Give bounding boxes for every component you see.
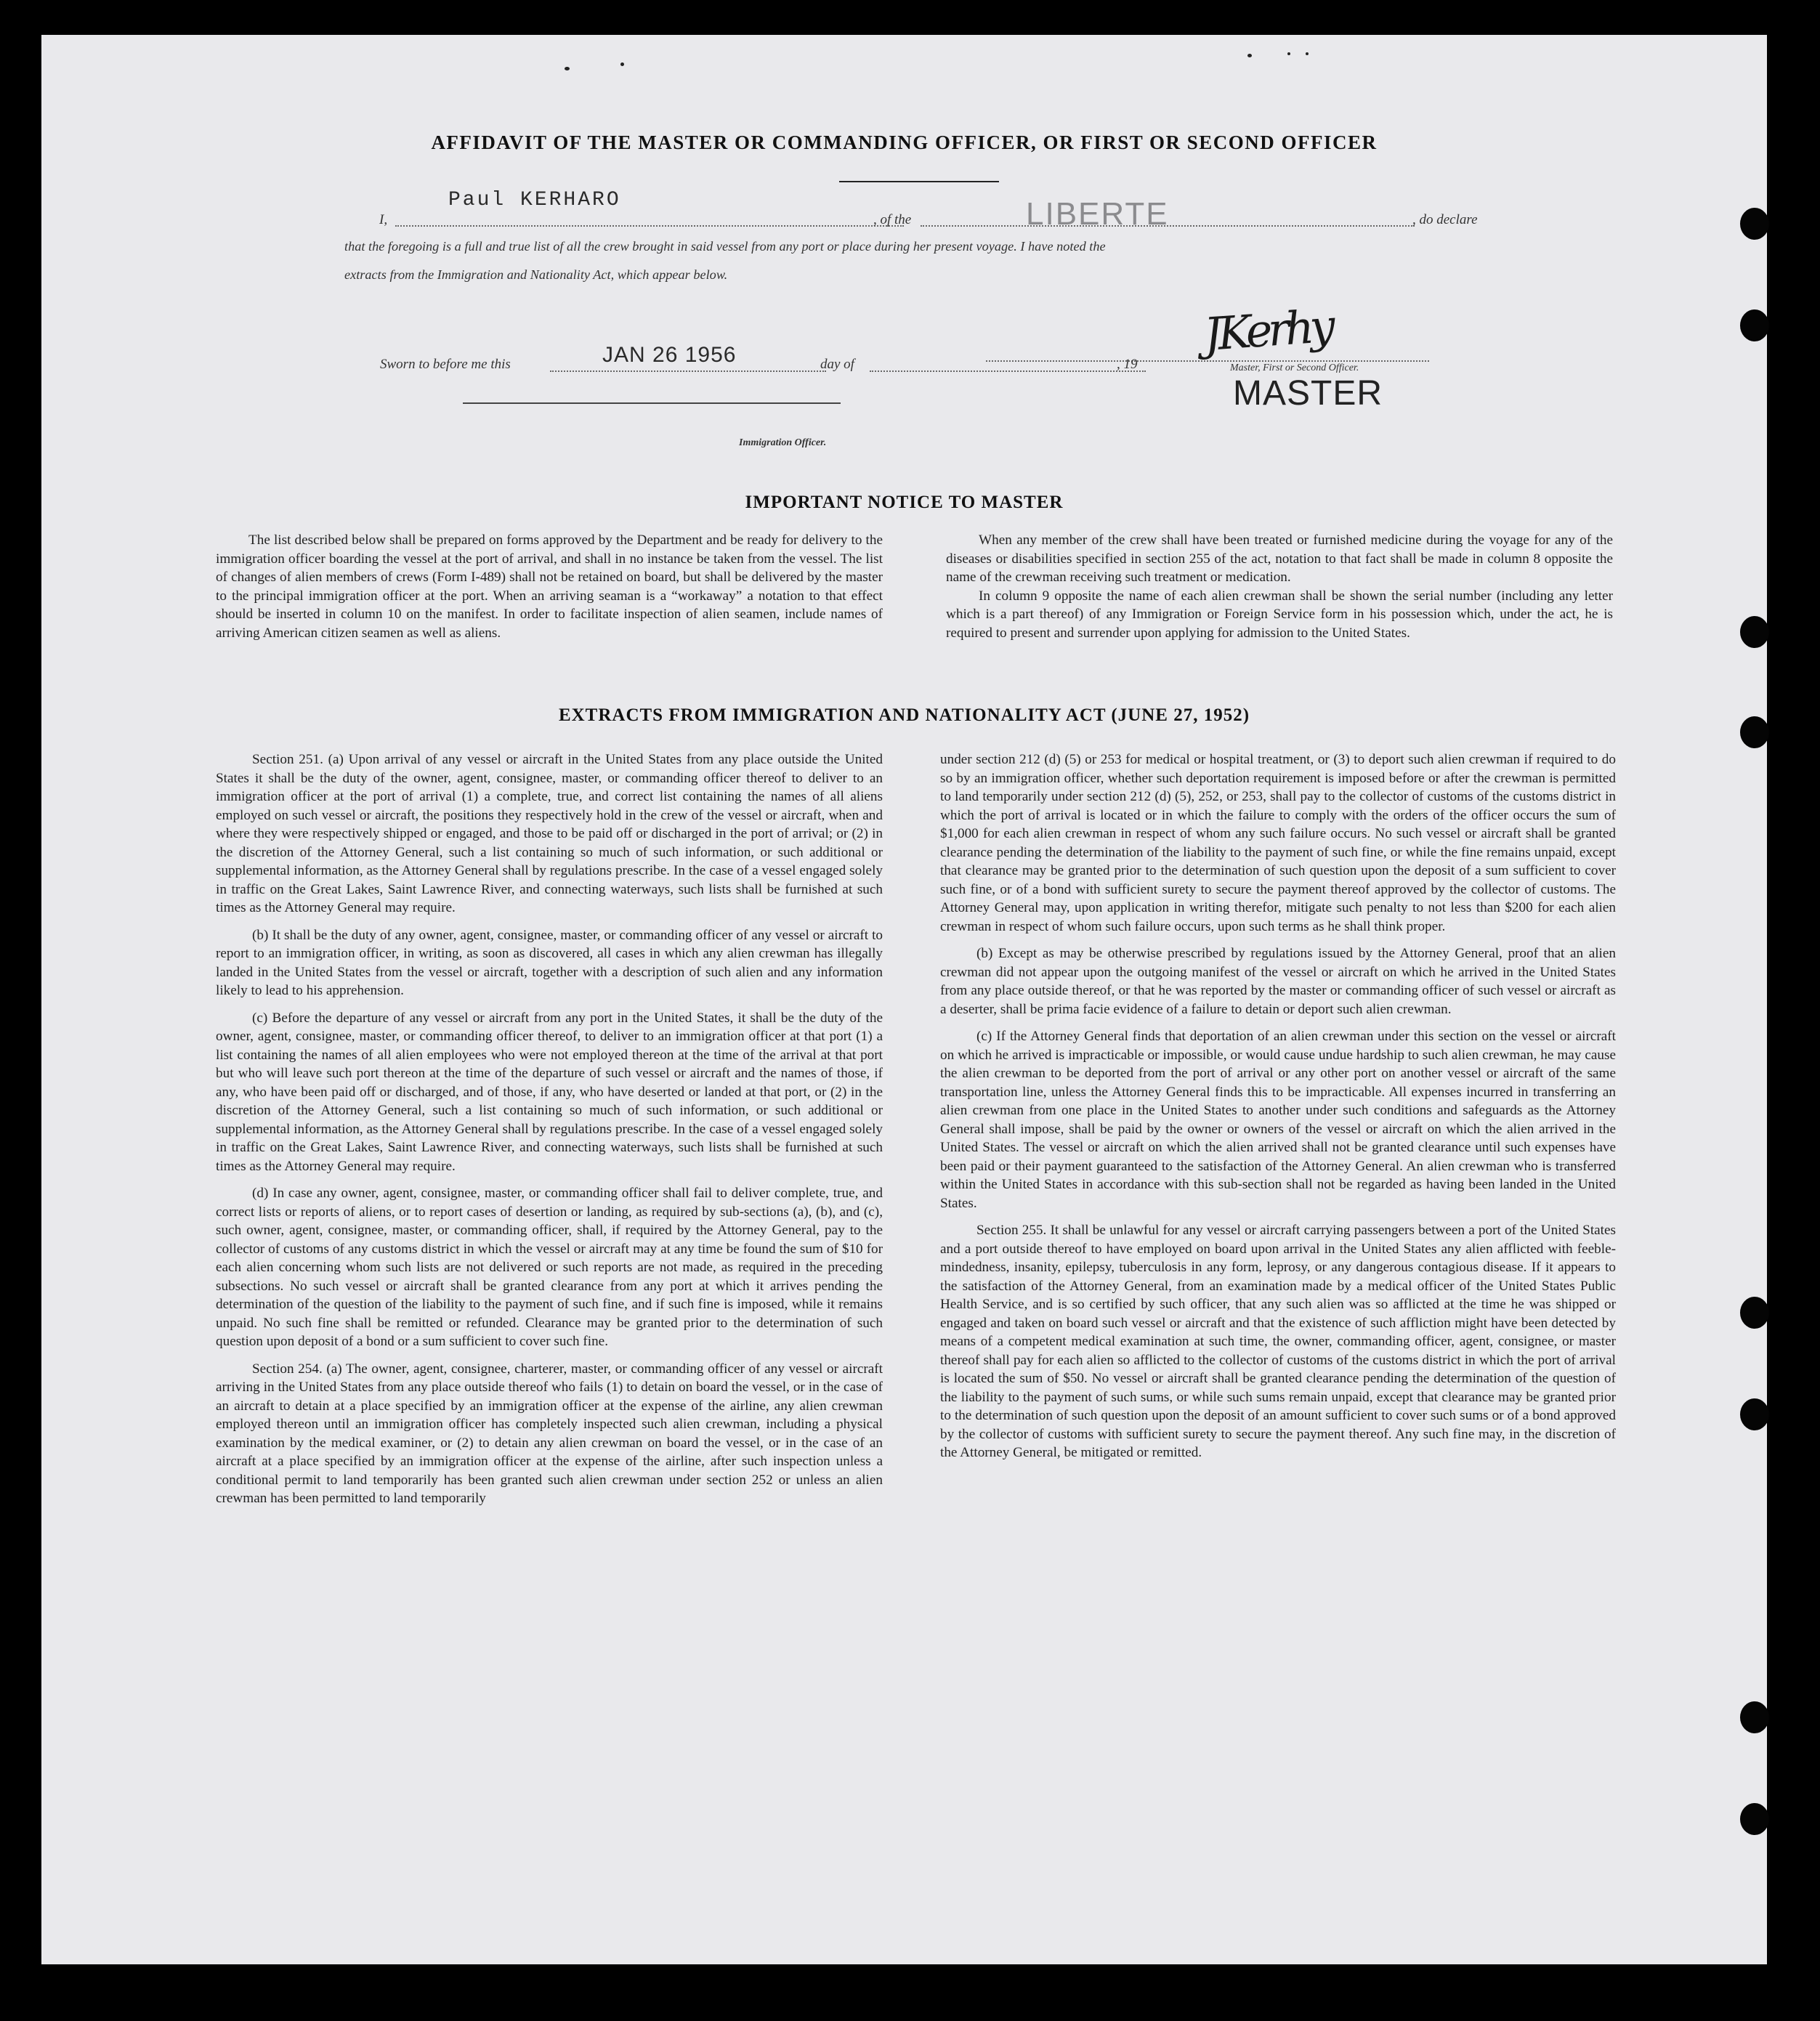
sworn-date: JAN 26 1956 (602, 343, 737, 367)
binder-hole (1740, 1297, 1769, 1329)
notice-left-column (216, 531, 883, 642)
day-of-label: day of (820, 357, 854, 372)
binder-hole (1740, 309, 1769, 341)
extract-paragraph: Section 255. It shall be unlawful for any vessel or aircraft carrying passengers between a port of the United States and a port outside thereof to have employed on board upon arrival in the United States any alien afflicted with feeble-mindedness, insanity, epilepsy, tuberculosis in any form, leprosy, or any dangerous contagious disease. If it appears to the satisfaction of the Attorney General, from an examination made by a medical officer of the United States Public Health Service, and is so certified by such officer, that any such alien was so afflicted at the time he was shipped or engaged and taken on board such vessel or aircraft and that the existence of such affliction might have been detected by means of a competent medical examination at such time, the owner, commanding officer, agent, consignee, or master thereof shall pay for each alien so afflicted to the collector of customs of the customs district in which the port of arrival is located the sum of $50. No vessel or aircraft shall be granted clearance pending the determination of the question of the liability to the payment of such sums, or while such sums remain unpaid, except that clearance may be granted prior to the determination of such question upon the deposit of an amount sufficient to cover such sums or of a bond approved by the collector of customs with sufficient surety to secure the payment thereof. Any such fine may, in the discretion of the Attorney General, be mitigated or remitted. (940, 1223, 1616, 1460)
scan-speck (1287, 52, 1290, 55)
extract-paragraph: (d) In case any owner, agent, consignee, master, or commanding officer shall fail to deliver complete, true, and correct lists or reports of aliens, or to report cases of desertion or landing, as required by sub-sections (a), (b), and (c), such owner, agent, consignee, master, or commanding officer, shall, if required by the Attorney General, pay to the collector of customs of any customs district in which the vessel or aircraft may at any time be found the sum of $10 for each alien concerning whom such lists are not delivered or such reports are not made, as required in the preceding subsections. No such vessel or aircraft shall be granted clearance from any port at which it arrives pending the determination of the question of the liability to the payment of such fine, and if such fine is imposed, while it remains unpaid. No such fine shall be remitted or refunded. Clearance may be granted prior to the determination of such question upon deposit of a bond or a sum sufficient to cover such fine. (216, 1186, 883, 1349)
notice-right-paragraph-2: In column 9 opposite the name of each alien crewman shall be shown the serial number (including any letter which is a part thereof) of any Immigration or Foreign Service form in his possession which, under the act, he is required to present and surrender upon applying for admission to the United States. (946, 588, 1613, 641)
binder-hole (1740, 616, 1769, 648)
do-declare-label: , do declare (1412, 212, 1478, 227)
scan-speck (1247, 54, 1252, 57)
scan-speck (565, 67, 570, 70)
vessel-line (921, 225, 1415, 227)
extract-paragraph: under section 212 (d) (5) or 253 for medical or hospital treatment, or (3) to deport such alien crewman if required to do so by an immigration officer, whether such deportation requirement is imposed before or after the crewman is permitted to land temporarily under section 212 (d) (5), 252, or 253, shall pay to the collector of customs of the customs district in which the port of arrival is located or in which the failure to comply with the orders of the officer occurs the sum of $1,000 for each alien crewman in respect of whom any such failure occurs. No such vessel or aircraft shall be granted clearance pending the determination of the liability to the payment of such fine, or while the fine remains unpaid, except that clearance may be granted prior to the determination of such question upon the deposit of a sum sufficient to cover such fine, or of a bond with sufficient surety to secure the payment thereof approved by the collector of customs. The Attorney General may, upon application in writing therefor, mitigate such penalty to not less than $200 for each alien crewman in respect of whom such failure occurs, upon such terms as he shall think proper. (940, 752, 1616, 934)
extract-paragraph: (b) It shall be the duty of any owner, agent, consignee, master, or commanding officer of any vessel or aircraft to report to an immigration officer, in writing, as soon as discovered, all cases in which any alien crewman has illegally landed in the United States from the vessel or aircraft, together with a description of such alien and any information likely to lead to his apprehension. (216, 927, 883, 998)
affidavit-line-3: extracts from the Immigration and Nationality Act, which appear below. (344, 267, 728, 282)
scan-speck (1306, 52, 1309, 55)
notice-left-paragraph: The list described below shall be prepared on forms approved by the Department and be ready for delivery to the immigration officer boarding the vessel at the port of arrival, and shall in no instance be taken from the vessel. The list of changes of alien members of crews (Form I-489) shall not be retained on board, but shall be delivered by the master to the principal immigration officer at the port. When an arriving seaman is a “workaway” a notation to that effect should be inserted in column 10 on the manifest. In order to facilitate inspection of alien seamen, include names of arriving American citizen seamen as well as aliens. (216, 532, 883, 641)
master-stamp: MASTER (1233, 374, 1383, 413)
master-signature: JKerhy (1202, 299, 1333, 362)
extract-paragraph: (b) Except as may be otherwise prescribed by regulations issued by the Attorney General, proof that an alien crewman did not appear upon the outgoing manifest of the vessel or aircraft on which he arrived in the United States from any place outside thereof, or that he was reported by the master or commanding officer of such vessel or aircraft as a deserter, shall be prima facie evidence of a failure to detain or deport such alien crewman. (940, 946, 1616, 1017)
master-name: Paul KERHARO (448, 189, 621, 211)
vessel-name: LIBERTE (1026, 196, 1169, 232)
sworn-date-line (550, 370, 826, 372)
i-label: I, (379, 212, 388, 227)
extract-paragraph: (c) Before the departure of any vessel or aircraft from any port in the United States, it shall be the duty of the owner, agent, consignee, master, or commanding officer thereof, to deliver to an immigration officer at that port (1) a list containing the names of all alien employees who were not employed thereon at the time of the arrival at that port but who will leave such port thereon at the time of the departure of such vessel or aircraft and the names of those, if any, who have been paid off or discharged, and of those, if any, who have deserted or landed at that port, or (2) in the discretion of the Attorney General, such a list containing so much of such information, or such additional or supplemental information, as the Attorney General shall by regulations prescribe. In the case of a vessel engaged solely in traffic on the Great Lakes, Saint Lawrence River, and connecting waterways, such lists shall be furnished at such times as the Attorney General may require. (216, 1010, 883, 1174)
document-page (41, 35, 1767, 1964)
binder-hole (1740, 1398, 1769, 1430)
month-line (870, 370, 1146, 372)
signature-caption: Master, First or Second Officer. (1230, 363, 1359, 373)
name-line (395, 225, 904, 227)
binder-hole (1740, 1803, 1769, 1835)
sworn-label: Sworn to before me this (380, 357, 511, 372)
affidavit-title: AFFIDAVIT OF THE MASTER OR COMMANDING OFFICER, OR FIRST OR SECOND OFFICER (431, 131, 1378, 153)
notice-right-column (946, 531, 1613, 642)
immigration-officer-caption: Immigration Officer. (739, 437, 827, 448)
of-the-label: , of the (873, 212, 912, 227)
extract-paragraph: (c) If the Attorney General finds that deportation of an alien crewman under this section on the vessel or aircraft on which he arrived is impracticable or impossible, or would cause undue hardship to such alien crewman, he may cause the alien crewman to be deported from the port of arrival or any other port on another vessel or aircraft of the same transportation line, unless the Attorney General finds this to be impracticable. All expenses incurred in transferring an alien crewman from one place in the United States to another under such conditions and safeguards as the Attorney General shall impose, shall be paid by the owner or owners of the vessel or aircraft on which the alien arrived in the United States. The vessel or aircraft on which the alien arrived shall not be granted clearance until such expenses have been paid or their payment guaranteed to the satisfaction of the Attorney General. An alien crewman who is transferred within the United States in accordance with this sub-section shall not be regarded as having been landed in the United States. (940, 1029, 1616, 1211)
notice-right-paragraph-1: When any member of the crew shall have been treated or furnished medicine during the voyage for any of the diseases or disabilities specified in section 255 of the act, notation to that fact shall be made in column 8 opposite the name of the crewman receiving such treatment or medication. (946, 532, 1613, 585)
immigration-officer-line (463, 402, 841, 404)
title-rule (839, 181, 999, 182)
binder-hole (1740, 1701, 1769, 1733)
signature-line (986, 360, 1429, 362)
extract-paragraph: Section 251. (a) Upon arrival of any vessel or aircraft in the United States from any place outside the United States it shall be the duty of the owner, agent, consignee, master, or commanding officer thereof to deliver to an immigration officer at the port of arrival (1) a complete, true, and correct list containing the names of all aliens employed on such vessel or aircraft, the positions they respectively hold in the crew of the vessel or aircraft, when and where they were respectively shipped or engaged, and those to be paid off or discharged in the port of arrival; or (2) in the discretion of the Attorney General, such a list containing so much of such information, or such additional or supplemental information, as the Attorney General shall by regulations prescribe. In the case of a vessel engaged solely in traffic on the Great Lakes, Saint Lawrence River, and connecting waterways, such lists shall be furnished at such times as the Attorney General may require. (216, 752, 883, 915)
extracts-right-column (940, 750, 1616, 1471)
extract-paragraph: Section 254. (a) The owner, agent, consignee, charterer, master, or commanding officer of any vessel or aircraft arriving in the United States from any place outside thereof who fails (1) to detain on board the vessel, or in the case of an aircraft to detain at a place specified by an immigration officer at the expense of the airline, any alien crewman employed thereon until an immigration officer has completely inspected such alien crewman, including a physical examination by the medical examiner, or (2) to detain any alien crewman on board the vessel, or in the case of an aircraft at a place specified by an immigration officer at the expense of the airline, after such inspection unless a conditional permit to land temporarily has been granted such alien crewman under section 252 or unless an alien crewman has been permitted to land temporarily (216, 1361, 883, 1506)
extracts-title: EXTRACTS FROM IMMIGRATION AND NATIONALITY ACT (JUNE 27, 1952) (558, 705, 1250, 725)
extracts-left-column (216, 750, 883, 1517)
year-prefix: , 19 (1117, 357, 1138, 372)
scan-speck (620, 62, 624, 66)
binder-hole (1740, 208, 1769, 240)
notice-title: IMPORTANT NOTICE TO MASTER (745, 493, 1064, 512)
affidavit-line-2: that the foregoing is a full and true list of all the crew brought in said vessel from any port or place during her present voyage. I have noted the (344, 239, 1106, 254)
